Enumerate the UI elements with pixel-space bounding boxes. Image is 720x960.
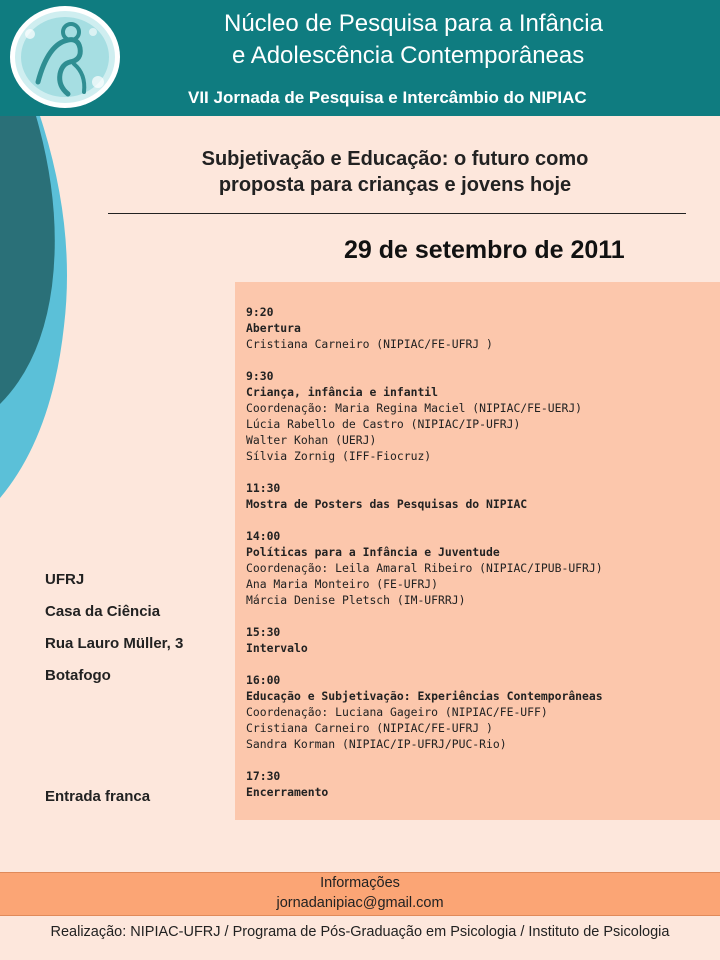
slot-title: Mostra de Posters das Pesquisas do NIPIAC xyxy=(246,497,528,511)
program-panel xyxy=(235,282,720,820)
venue-line: UFRJ xyxy=(45,571,85,588)
program-slot xyxy=(246,480,603,512)
title-line1: Subjetivação e Educação: o futuro como xyxy=(201,148,589,170)
program-slot xyxy=(246,368,603,464)
program-slot xyxy=(246,304,603,352)
free-entry-note: Entrada franca xyxy=(45,788,151,805)
slot-title: Abertura xyxy=(246,321,301,335)
header-banner xyxy=(0,0,720,116)
slot-person: Sílvia Zornig (IFF-Fiocruz) xyxy=(246,449,432,463)
program-slot xyxy=(246,528,603,608)
slot-person: Coordenação: Leila Amaral Ribeiro (NIPIAC/IPUB-UFRJ) xyxy=(246,561,603,575)
slot-time: 14:00 xyxy=(246,529,281,543)
page-title xyxy=(100,146,690,198)
slot-time: 9:20 xyxy=(246,305,274,319)
venue-line: Casa da Ciência xyxy=(45,603,161,620)
event-date: 29 de setembro de 2011 xyxy=(344,236,625,264)
slot-person: Cristiana Carneiro (NIPIAC/FE-UFRJ ) xyxy=(246,337,493,351)
title-divider xyxy=(108,213,686,214)
slot-time: 17:30 xyxy=(246,769,281,783)
slot-person: Márcia Denise Pletsch (IM-UFRRJ) xyxy=(246,593,466,607)
slot-time: 16:00 xyxy=(246,673,281,687)
info-bar xyxy=(0,872,720,916)
slot-person: Coordenação: Maria Regina Maciel (NIPIAC/FE-UERJ) xyxy=(246,401,583,415)
slot-time: 11:30 xyxy=(246,481,281,495)
title-line2: proposta para crianças e jovens hoje xyxy=(218,174,572,196)
footer-credits: Realização: NIPIAC-UFRJ / Programa de Pós-Graduação em Psicologia / Instituto de Psicologia xyxy=(50,924,670,940)
slot-title: Políticas para a Infância e Juventude xyxy=(246,545,500,559)
event-title: VII Jornada de Pesquisa e Intercâmbio do NIPIAC xyxy=(188,88,587,107)
header-title-line2: e Adolescência Contemporâneas xyxy=(232,42,585,69)
program-slot xyxy=(246,624,603,656)
slot-person: Lúcia Rabello de Castro (NIPIAC/IP-UFRJ) xyxy=(246,417,521,431)
slot-title: Educação e Subjetivação: Experiências Contemporâneas xyxy=(246,689,603,703)
slot-person: Walter Kohan (UERJ) xyxy=(246,433,377,447)
nipiac-logo-icon xyxy=(8,4,122,110)
info-label: Informações xyxy=(320,875,400,891)
slot-title: Encerramento xyxy=(246,785,329,799)
slot-title: Criança, infância e infantil xyxy=(246,385,439,399)
slot-person: Cristiana Carneiro (NIPIAC/FE-UFRJ ) xyxy=(246,721,493,735)
slot-person: Ana Maria Monteiro (FE-UFRJ) xyxy=(246,577,439,591)
program-list xyxy=(246,304,603,816)
info-email-link[interactable]: jornadanipiac@gmail.com xyxy=(276,895,444,911)
slot-person: Coordenação: Luciana Gageiro (NIPIAC/FE-UFF) xyxy=(246,705,548,719)
venue-block xyxy=(45,564,183,692)
decorative-curve xyxy=(0,116,80,516)
slot-time: 9:30 xyxy=(246,369,274,383)
venue-line: Botafogo xyxy=(45,667,111,684)
slot-title: Intervalo xyxy=(246,641,308,655)
slot-person: Sandra Korman (NIPIAC/IP-UFRJ/PUC-Rio) xyxy=(246,737,507,751)
program-slot xyxy=(246,768,603,800)
program-slot xyxy=(246,672,603,752)
header-title-line1: Núcleo de Pesquisa para a Infância xyxy=(224,10,603,37)
slot-time: 15:30 xyxy=(246,625,281,639)
venue-line: Rua Lauro Müller, 3 xyxy=(45,635,184,652)
